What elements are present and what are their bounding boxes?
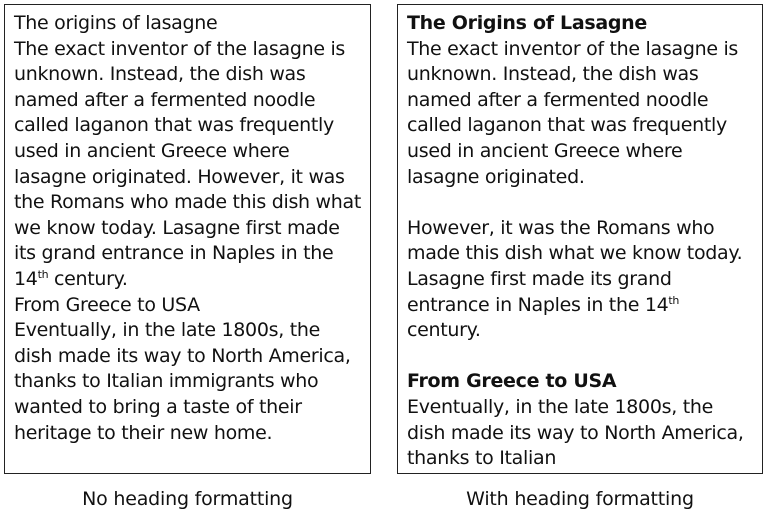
caption-with-heading: With heading formatting [466, 488, 694, 510]
left-paragraph-2: Eventually, in the late 1800s, the dish made its way to North America, thanks to Italian immigrants who wanted to bring a taste of their heritage to their new home. [14, 319, 351, 444]
left-paragraph-1-text: The exact inventor of the lasagne is unknown. Instead, the dish was named after a fermented noodle called laganon that was frequently used in ancient Greece where lasagne originated. However, it was the Romans who made this dish what we know today. Lasagne first made its grand entrance in Naples in the 14 [14, 37, 362, 290]
right-paragraph-1: The exact inventor of the lasagne is unknown. Instead, the dish was named after a fermented noodle called laganon that was frequently used in ancient Greece where lasagne originated. [407, 37, 739, 188]
right-paragraph-3: Eventually, in the late 1800s, the dish made its way to North America, thanks to Italian [407, 395, 744, 470]
no-heading-formatting-example [4, 4, 371, 474]
left-heading-2: From Greece to USA [14, 293, 200, 316]
right-heading-2: From Greece to USA [407, 370, 617, 393]
paragraph-gap [407, 344, 754, 370]
paragraph-gap [407, 190, 754, 216]
left-paragraph-1-superscript: th [37, 267, 49, 281]
left-heading: The origins of lasagne [14, 12, 218, 34]
right-paragraph-2-end: century. [407, 319, 481, 342]
right-paragraph-2-superscript: th [668, 293, 680, 307]
right-paragraph-2 [407, 216, 754, 344]
with-heading-formatting-example [397, 4, 763, 474]
right-paragraph-2-text: However, it was the Romans who made this dish what we know today. Lasagne first made its grand entrance in Naples in the 14 [407, 216, 743, 316]
caption-no-heading: No heading formatting [82, 488, 293, 510]
left-paragraph-1-end: century. [48, 267, 128, 290]
left-paragraph-1 [14, 37, 362, 293]
right-heading: The Origins of Lasagne [407, 12, 647, 34]
